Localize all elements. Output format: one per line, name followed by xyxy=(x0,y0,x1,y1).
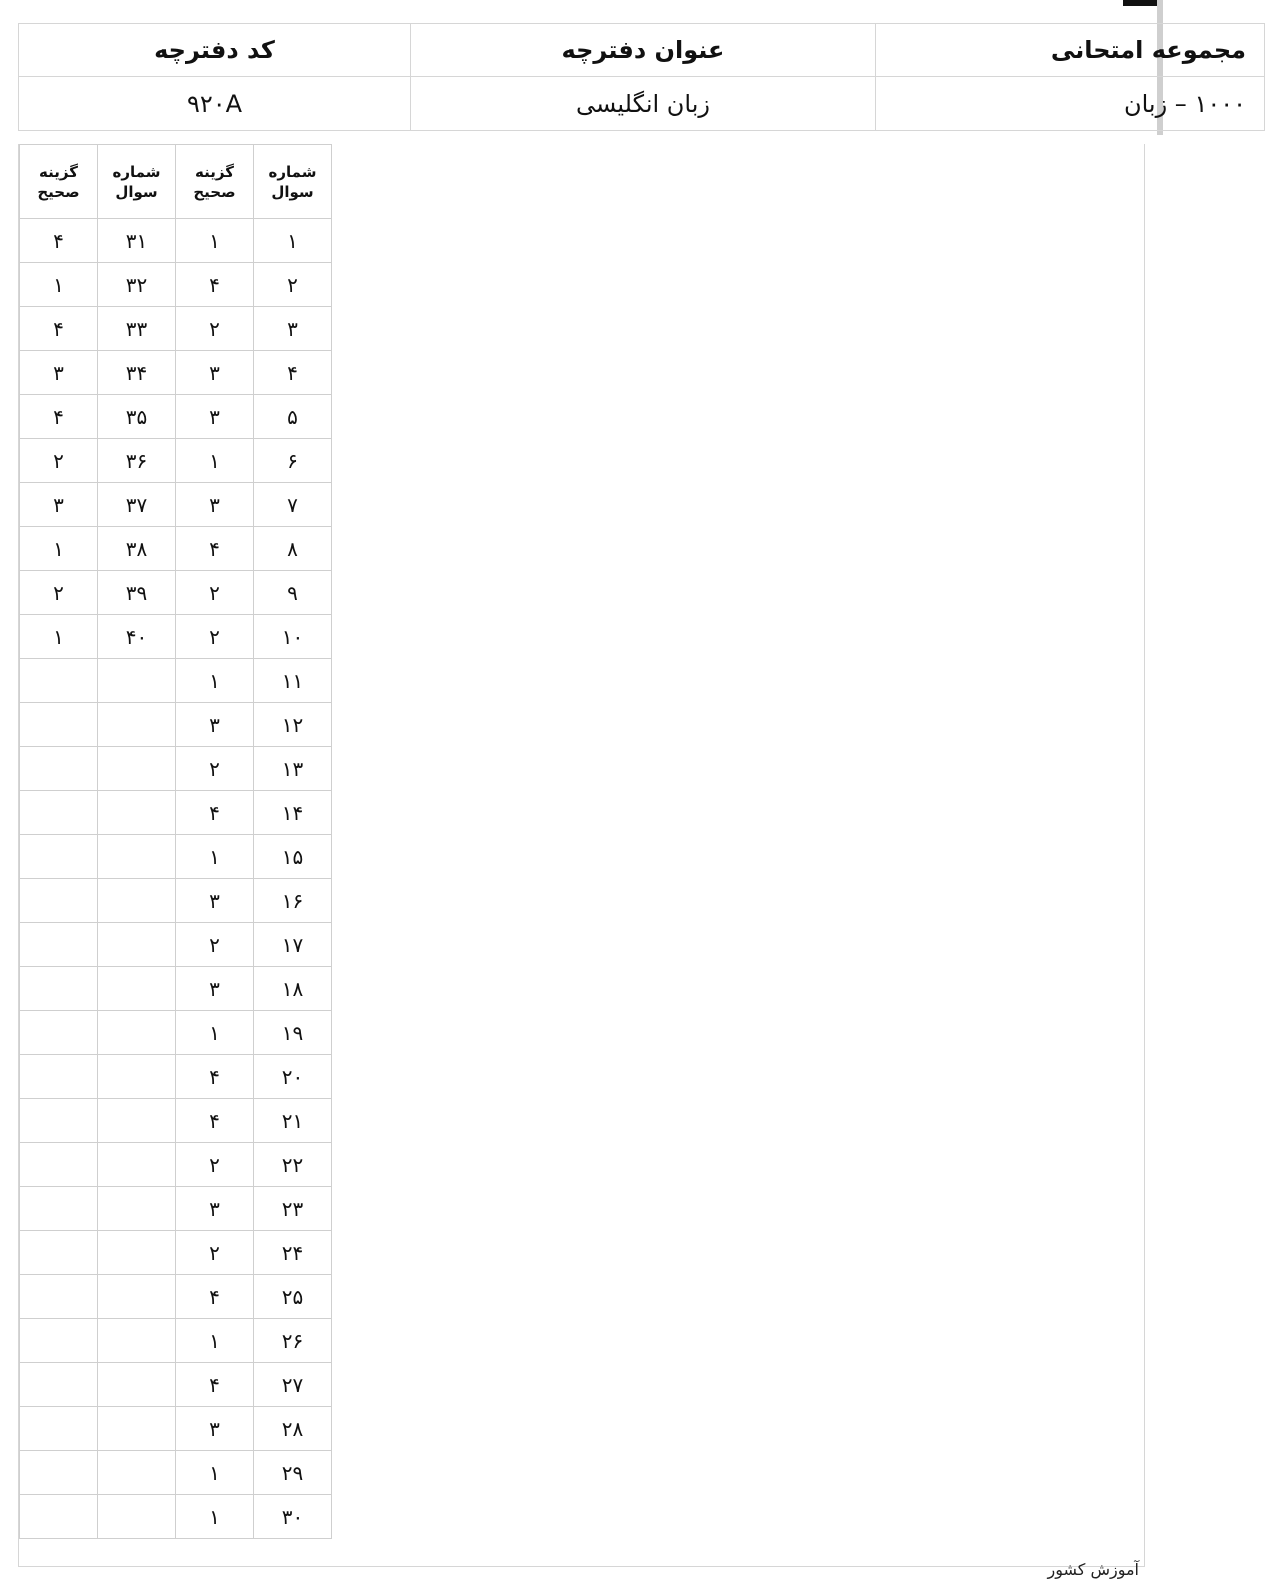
table-row xyxy=(20,923,332,967)
correct-option-cell: ۲ xyxy=(176,747,254,791)
correct-option-cell: ۱ xyxy=(176,439,254,483)
correct-option-cell xyxy=(20,923,98,967)
question-number-cell: ۳۹ xyxy=(98,571,176,615)
correct-option-cell: ۲ xyxy=(176,307,254,351)
question-number-cell xyxy=(98,835,176,879)
question-number-cell: ۲۲ xyxy=(254,1143,332,1187)
exam-group-header: مجموعه امتحانی xyxy=(876,24,1265,77)
question-number-cell xyxy=(98,659,176,703)
question-number-cell: ۱۰ xyxy=(254,615,332,659)
correct-option-cell: ۲ xyxy=(176,571,254,615)
table-row xyxy=(20,351,332,395)
correct-option-cell: ۳ xyxy=(176,483,254,527)
question-number-cell: ۲۹ xyxy=(254,1451,332,1495)
booklet-code-header: کد دفترچه xyxy=(19,24,411,77)
question-number-cell xyxy=(98,1099,176,1143)
correct-option-cell xyxy=(20,879,98,923)
correct-option-cell: ۴ xyxy=(176,1055,254,1099)
correct-option-cell: ۴ xyxy=(176,1099,254,1143)
question-number-cell xyxy=(98,1407,176,1451)
question-number-cell: ۳۴ xyxy=(98,351,176,395)
answer-key-area xyxy=(18,144,1145,1567)
correct-option-header: گزینه صحیح xyxy=(176,145,254,219)
table-row xyxy=(20,791,332,835)
booklet-code-value: ۹۲۰A xyxy=(19,77,411,131)
question-number-cell xyxy=(98,967,176,1011)
question-number-cell xyxy=(98,703,176,747)
correct-option-cell: ۲ xyxy=(20,571,98,615)
correct-option-cell: ۳ xyxy=(176,879,254,923)
table-row xyxy=(20,1055,332,1099)
correct-option-cell xyxy=(20,1231,98,1275)
correct-option-cell xyxy=(20,1363,98,1407)
table-row xyxy=(20,571,332,615)
table-row xyxy=(20,263,332,307)
table-row xyxy=(20,703,332,747)
booklet-info-value-row xyxy=(19,77,1265,131)
question-number-cell: ۲۳ xyxy=(254,1187,332,1231)
question-number-cell xyxy=(98,1363,176,1407)
question-number-cell: ۳ xyxy=(254,307,332,351)
correct-option-cell xyxy=(20,835,98,879)
booklet-title-header: عنوان دفترچه xyxy=(411,24,876,77)
table-row xyxy=(20,615,332,659)
correct-option-cell: ۱ xyxy=(176,1451,254,1495)
correct-option-cell: ۲ xyxy=(176,615,254,659)
question-number-cell: ۲۶ xyxy=(254,1319,332,1363)
question-number-cell: ۱۱ xyxy=(254,659,332,703)
correct-option-cell: ۴ xyxy=(176,1363,254,1407)
correct-option-cell: ۴ xyxy=(20,395,98,439)
correct-option-header: گزینه صحیح xyxy=(20,145,98,219)
answer-key-body xyxy=(20,219,332,1539)
correct-option-cell xyxy=(20,1275,98,1319)
question-number-cell xyxy=(98,879,176,923)
question-number-cell: ۴ xyxy=(254,351,332,395)
correct-option-cell: ۲ xyxy=(176,923,254,967)
question-number-cell xyxy=(98,1451,176,1495)
correct-option-cell: ۴ xyxy=(20,307,98,351)
correct-option-cell: ۲ xyxy=(176,1231,254,1275)
correct-option-cell: ۱ xyxy=(20,615,98,659)
correct-option-cell: ۱ xyxy=(176,835,254,879)
question-number-cell: ۲۷ xyxy=(254,1363,332,1407)
correct-option-cell: ۱ xyxy=(20,527,98,571)
question-number-cell xyxy=(98,1143,176,1187)
correct-option-cell: ۳ xyxy=(176,395,254,439)
exam-group-value: ۱۰۰۰ – زبان xyxy=(876,77,1265,131)
correct-option-cell: ۱ xyxy=(176,1319,254,1363)
table-row xyxy=(20,307,332,351)
question-number-cell xyxy=(98,1055,176,1099)
correct-option-cell xyxy=(20,1319,98,1363)
correct-option-cell: ۴ xyxy=(176,527,254,571)
question-number-cell: ۲۸ xyxy=(254,1407,332,1451)
question-number-cell xyxy=(98,1231,176,1275)
table-row xyxy=(20,1495,332,1539)
table-row xyxy=(20,439,332,483)
table-row xyxy=(20,1187,332,1231)
correct-option-cell: ۳ xyxy=(20,351,98,395)
correct-option-cell xyxy=(20,1407,98,1451)
correct-option-cell: ۴ xyxy=(176,263,254,307)
correct-option-cell: ۴ xyxy=(20,219,98,263)
table-row xyxy=(20,395,332,439)
table-row xyxy=(20,1011,332,1055)
correct-option-cell: ۱ xyxy=(20,263,98,307)
correct-option-cell: ۱ xyxy=(176,1495,254,1539)
question-number-cell: ۵ xyxy=(254,395,332,439)
table-row xyxy=(20,879,332,923)
question-number-cell xyxy=(98,1187,176,1231)
correct-option-cell: ۳ xyxy=(176,1187,254,1231)
question-number-cell: ۹ xyxy=(254,571,332,615)
correct-option-cell: ۳ xyxy=(176,1407,254,1451)
answer-key-table xyxy=(19,144,332,1539)
correct-option-cell: ۱ xyxy=(176,219,254,263)
table-row xyxy=(20,1451,332,1495)
question-number-cell: ۳۰ xyxy=(254,1495,332,1539)
question-number-cell: ۲۵ xyxy=(254,1275,332,1319)
question-number-cell xyxy=(98,923,176,967)
question-number-cell: ۳۲ xyxy=(98,263,176,307)
booklet-info-header-row xyxy=(19,24,1265,77)
correct-option-cell xyxy=(20,1055,98,1099)
question-number-header: شماره سوال xyxy=(254,145,332,219)
table-row xyxy=(20,1363,332,1407)
correct-option-cell: ۴ xyxy=(176,791,254,835)
question-number-cell: ۲۴ xyxy=(254,1231,332,1275)
table-row xyxy=(20,835,332,879)
table-row xyxy=(20,483,332,527)
answer-key-header-row xyxy=(20,145,332,219)
table-row xyxy=(20,1407,332,1451)
correct-option-cell: ۲ xyxy=(176,1143,254,1187)
question-number-cell: ۳۳ xyxy=(98,307,176,351)
question-number-cell: ۳۱ xyxy=(98,219,176,263)
question-number-cell: ۳۵ xyxy=(98,395,176,439)
correct-option-cell: ۱ xyxy=(176,659,254,703)
correct-option-cell: ۴ xyxy=(176,1275,254,1319)
correct-option-cell: ۳ xyxy=(176,351,254,395)
table-row xyxy=(20,967,332,1011)
question-number-cell: ۸ xyxy=(254,527,332,571)
question-number-cell: ۶ xyxy=(254,439,332,483)
correct-option-cell xyxy=(20,1099,98,1143)
correct-option-cell xyxy=(20,1143,98,1187)
correct-option-cell xyxy=(20,1495,98,1539)
booklet-info-table xyxy=(18,23,1265,131)
correct-option-cell: ۳ xyxy=(20,483,98,527)
table-row xyxy=(20,527,332,571)
correct-option-cell xyxy=(20,791,98,835)
booklet-title-value: زبان انگلیسی xyxy=(411,77,876,131)
correct-option-cell xyxy=(20,659,98,703)
question-number-cell: ۴۰ xyxy=(98,615,176,659)
correct-option-cell xyxy=(20,1451,98,1495)
table-row xyxy=(20,219,332,263)
question-number-cell: ۷ xyxy=(254,483,332,527)
correct-option-cell xyxy=(20,1187,98,1231)
question-number-cell xyxy=(98,1275,176,1319)
footer-text: آموزش کشور xyxy=(1047,1560,1139,1579)
question-number-cell xyxy=(98,1495,176,1539)
table-row xyxy=(20,1319,332,1363)
question-number-cell: ۲۰ xyxy=(254,1055,332,1099)
correct-option-cell: ۱ xyxy=(176,1011,254,1055)
question-number-cell: ۱۵ xyxy=(254,835,332,879)
question-number-cell xyxy=(98,791,176,835)
question-number-cell: ۱ xyxy=(254,219,332,263)
table-row xyxy=(20,1099,332,1143)
question-number-cell xyxy=(98,747,176,791)
question-number-cell: ۱۲ xyxy=(254,703,332,747)
question-number-cell: ۲ xyxy=(254,263,332,307)
question-number-cell: ۲۱ xyxy=(254,1099,332,1143)
question-number-cell: ۳۶ xyxy=(98,439,176,483)
table-row xyxy=(20,747,332,791)
question-number-cell: ۱۹ xyxy=(254,1011,332,1055)
table-row xyxy=(20,1275,332,1319)
question-number-cell: ۱۶ xyxy=(254,879,332,923)
correct-option-cell: ۳ xyxy=(176,967,254,1011)
answer-key-page xyxy=(18,23,1246,1529)
question-number-cell xyxy=(98,1011,176,1055)
question-number-header: شماره سوال xyxy=(98,145,176,219)
question-number-cell: ۳۷ xyxy=(98,483,176,527)
correct-option-cell xyxy=(20,1011,98,1055)
question-number-cell: ۱۷ xyxy=(254,923,332,967)
correct-option-cell: ۳ xyxy=(176,703,254,747)
table-row xyxy=(20,1231,332,1275)
correct-option-cell xyxy=(20,703,98,747)
question-number-cell: ۳۸ xyxy=(98,527,176,571)
question-number-cell: ۱۸ xyxy=(254,967,332,1011)
question-number-cell: ۱۳ xyxy=(254,747,332,791)
correct-option-cell: ۲ xyxy=(20,439,98,483)
correct-option-cell xyxy=(20,747,98,791)
table-row xyxy=(20,1143,332,1187)
correct-option-cell xyxy=(20,967,98,1011)
question-number-cell: ۱۴ xyxy=(254,791,332,835)
table-row xyxy=(20,659,332,703)
question-number-cell xyxy=(98,1319,176,1363)
